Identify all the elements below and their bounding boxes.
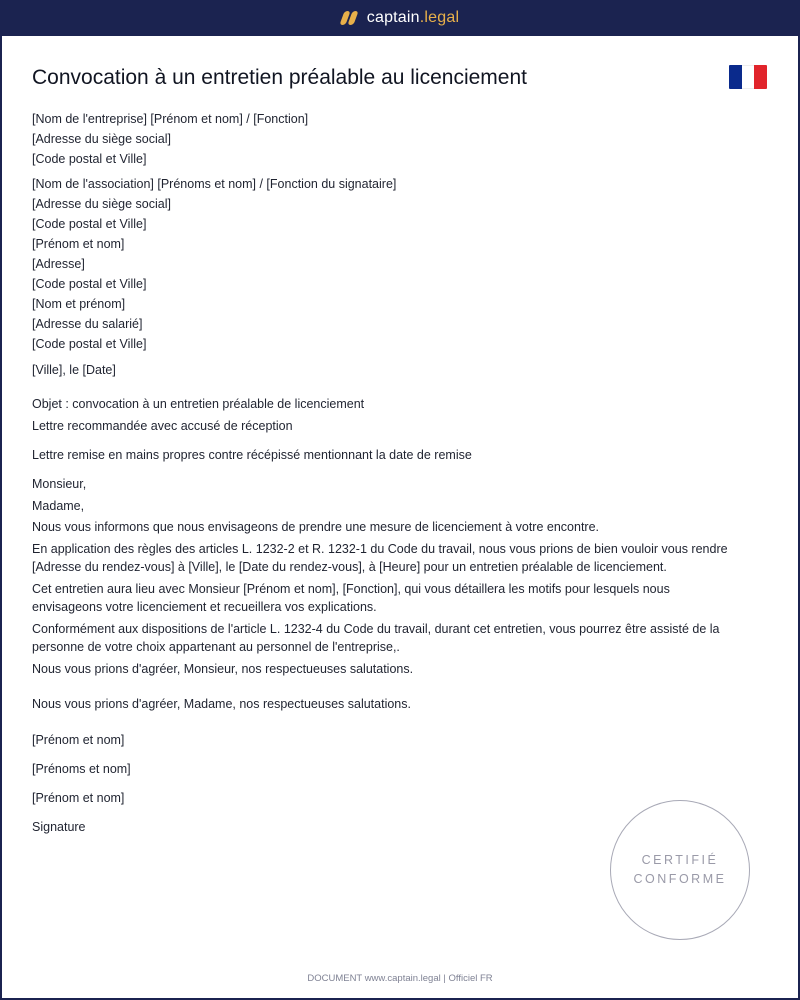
salutation-madame: Madame, <box>32 499 85 513</box>
sender-company-block <box>32 109 732 169</box>
document-title: Convocation à un entretien préalable au licenciement <box>32 66 527 89</box>
top-bar <box>0 0 800 36</box>
letter-body <box>32 109 732 837</box>
address-line: [Code postal et Ville] <box>32 152 147 166</box>
hand-delivered-mention: Lettre remise en mains propres contre récépissé mentionnant la date de remise <box>32 448 472 462</box>
address-line: [Adresse] <box>32 257 85 271</box>
brand-name: captain.legal <box>366 9 460 26</box>
stamp-line: CERTIFIÉ <box>641 853 719 867</box>
paragraph: En application des règles des articles L. 1232-2 et R. 1232-1 du Code du travail, nous vous prions de bien vouloir vous rendre [Adresse du rendez-vous] à [Ville], le [Date du rendez-vous], à [Heure] pour un entretien préalable de licenciement. <box>32 542 728 574</box>
brand-logo[interactable] <box>341 9 459 27</box>
address-line: [Code postal et Ville] <box>32 337 147 351</box>
paragraph: Conformément aux dispositions de l'article L. 1232-4 du Code du travail, durant cet entretien, vous pourrez être assisté de la personne de votre choix appartenant au personnel de l'entreprise,. <box>32 622 720 654</box>
address-line: [Adresse du siège social] <box>32 197 171 211</box>
address-line: [Nom de l'entreprise] [Prénom et nom] / [Fonction] <box>32 112 309 126</box>
stamp-line: CONFORME <box>633 872 727 886</box>
signatory-name: [Prénoms et nom] <box>32 762 131 776</box>
registered-letter-mention: Lettre recommandée avec accusé de réception <box>32 419 293 433</box>
signature-label: Signature <box>32 820 86 834</box>
letter-object: Objet : convocation à un entretien préalable de licenciement <box>32 397 365 411</box>
signatory-name: [Prénom et nom] <box>32 791 125 805</box>
address-line: [Code postal et Ville] <box>32 277 147 291</box>
captain-legal-logo-icon <box>341 11 359 25</box>
signatory-name: [Prénom et nom] <box>32 733 125 747</box>
address-line: [Prénom et nom] <box>32 237 125 251</box>
address-line: [Nom de l'association] [Prénoms et nom] / [Fonction du signataire] <box>32 177 397 191</box>
address-line: [Adresse du salarié] <box>32 317 143 331</box>
address-line: [Nom et prénom] <box>32 297 126 311</box>
salutation-monsieur: Monsieur, <box>32 477 87 491</box>
page-footer: DOCUMENT www.captain.legal | Officiel FR <box>307 973 493 984</box>
paragraph: Nous vous prions d'agréer, Monsieur, nos respectueuses salutations. <box>32 662 414 676</box>
address-line: [Code postal et Ville] <box>32 217 147 231</box>
paragraph: Nous vous informons que nous envisageons de prendre une mesure de licenciement à votre encontre. <box>32 520 600 534</box>
french-flag-icon <box>729 65 767 89</box>
document-page <box>2 36 798 998</box>
certified-stamp <box>610 800 750 940</box>
paragraph: Cet entretien aura lieu avec Monsieur [Prénom et nom], [Fonction], qui vous détaillera les motifs pour lesquels nous envisageons votre licenciement et recueillera vos explications. <box>32 582 670 614</box>
sender-association-block <box>32 174 732 354</box>
closing-madame: Nous vous prions d'agréer, Madame, nos respectueuses salutations. <box>32 697 411 711</box>
place-date: [Ville], le [Date] <box>32 363 116 377</box>
address-line: [Adresse du siège social] <box>32 132 171 146</box>
